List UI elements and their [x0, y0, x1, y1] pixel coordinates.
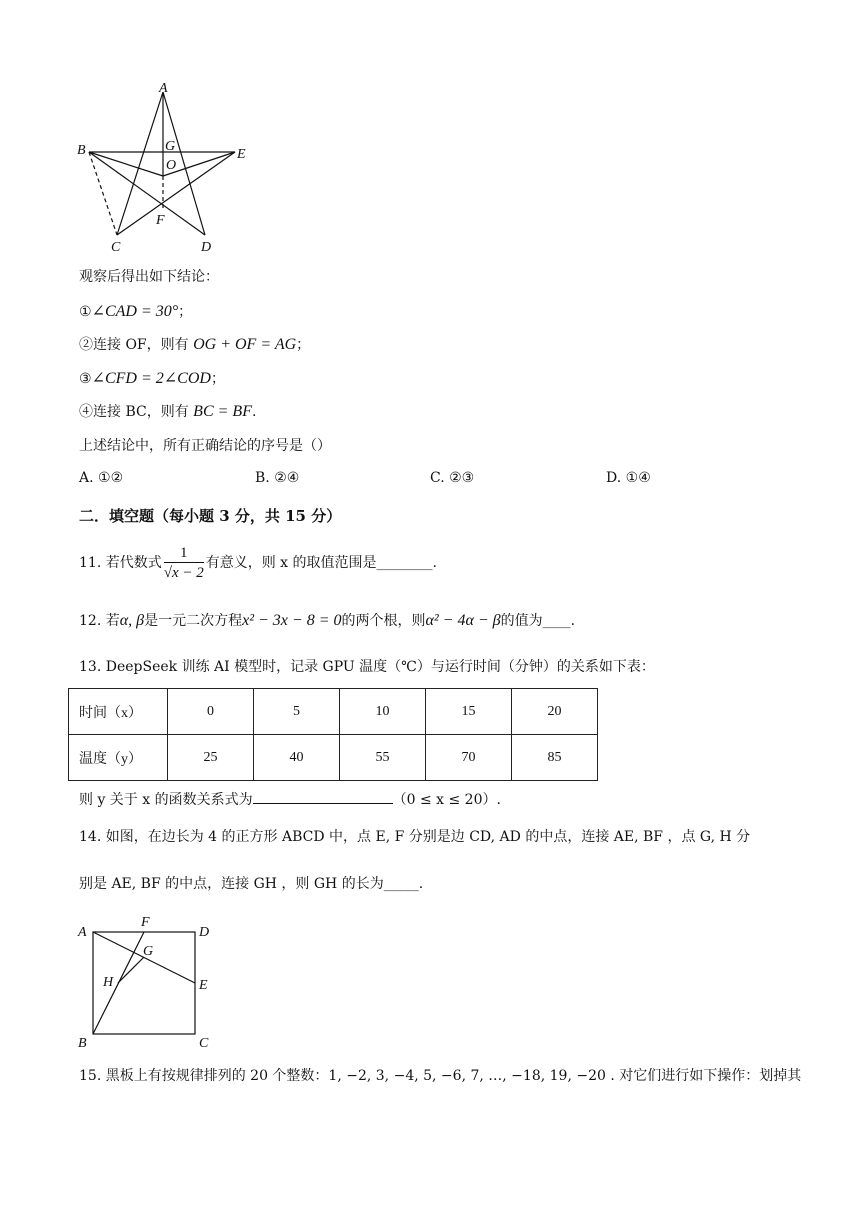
option-d[interactable]: D. ①④ — [606, 470, 651, 486]
edge-BD — [89, 152, 205, 235]
label-F: F — [141, 915, 150, 930]
label-G: G — [143, 944, 154, 959]
conclusion-marker: ① — [79, 304, 92, 320]
question-13-followup: 则 y 关于 x 的函数关系式为 （0 ≤ x ≤ 20）. — [79, 789, 501, 809]
label-D: D — [199, 925, 210, 940]
label-A: A — [78, 925, 87, 940]
temperature-table — [68, 688, 598, 781]
conclusion-marker: ③ — [79, 371, 92, 387]
dashed-BC — [89, 152, 117, 235]
question-prompt: 上述结论中，所有正确结论的序号是（） — [79, 438, 331, 454]
table-cell: 85 — [512, 735, 598, 781]
label-B: B — [78, 1036, 87, 1050]
table-cell: 5 — [254, 689, 340, 735]
conclusion-4: ④连接 BC，则有 BC = BF. — [79, 403, 257, 420]
conclusion-math: ∠CAD = 30° — [91, 303, 179, 320]
option-a[interactable]: A. ①② — [79, 470, 124, 486]
conclusion-3: ③∠CFD = 2∠COD； — [79, 370, 225, 387]
label-G: G — [165, 139, 176, 154]
section-title: 二．填空题（每小题 3 分，共 15 分） — [79, 507, 342, 525]
question-number: 12. — [79, 613, 102, 629]
option-b[interactable]: B. ②④ — [255, 470, 300, 486]
label-C: C — [199, 1036, 209, 1050]
table-cell: 20 — [512, 689, 598, 735]
answer-blank[interactable] — [253, 789, 393, 804]
segment-HG — [118, 957, 144, 983]
conclusion-marker: ② — [79, 337, 93, 353]
conclusion-math: OG + OF = AG — [193, 336, 297, 353]
question-14-line-1: 14. 如图，在边长为 4 的正方形 ABCD 中，点 E, F 分别是边 CD, AD 的中点，连接 AE, BF ，点 G, H 分 — [79, 829, 751, 845]
table-header-cell: 温度（y） — [69, 735, 168, 781]
question-number: 14. — [79, 829, 102, 845]
question-11: 11. 若代数式 $\frac{1}{√x - 2}$ 有意义，则 x 的取值范围是________. — [79, 544, 437, 581]
table-cell: 40 — [254, 735, 340, 781]
table-header-cell: 时间（x） — [69, 689, 168, 735]
question-12: 12. 若α, β是一元二次方程x² − 3x − 8 = 0的两个根，则α² − 4α − β的值为____. — [79, 612, 576, 629]
fraction: $\frac{1}{√x - 2}$ — [163, 544, 204, 581]
label-C: C — [111, 240, 121, 255]
question-number: 13. — [79, 659, 102, 675]
table-cell: 55 — [340, 735, 426, 781]
square-figure — [75, 912, 220, 1050]
conclusion-math: ∠CFD = 2∠COD — [91, 370, 211, 387]
table-row — [69, 689, 598, 735]
label-E: E — [237, 147, 246, 162]
conclusion-2: ②连接 OF，则有 OG + OF = AG； — [79, 336, 311, 353]
edge-BO — [89, 152, 163, 176]
conclusion-math: BC = BF — [193, 403, 252, 420]
conclusion-1: ①∠CAD = 30°； — [79, 303, 193, 320]
table-row — [69, 735, 598, 781]
table-cell: 15 — [426, 689, 512, 735]
question-15: 15. 黑板上有按规律排列的 20 个整数：1, −2, 3, −4, 5, −6, 7, …, −18, 19, −20 . 对它们进行如下操作：划掉其 — [79, 1068, 802, 1084]
star-figure — [75, 80, 255, 260]
question-number: 11. — [79, 555, 102, 571]
question-13: 13. DeepSeek 训练 AI 模型时，记录 GPU 温度（℃）与运行时间（分钟）的关系如下表： — [79, 659, 655, 675]
question-number: 15. — [79, 1068, 102, 1084]
label-B: B — [77, 143, 86, 158]
table-cell: 70 — [426, 735, 512, 781]
label-D: D — [201, 240, 212, 255]
observe-intro: 观察后得出如下结论： — [79, 269, 219, 285]
table-cell: 0 — [168, 689, 254, 735]
table-cell: 25 — [168, 735, 254, 781]
conclusion-marker: ④ — [79, 404, 93, 420]
label-H: H — [103, 975, 114, 990]
label-O: O — [166, 158, 177, 173]
option-c[interactable]: C. ②③ — [430, 470, 475, 486]
question-14-line-2: 别是 AE, BF 的中点，连接 GH ，则 GH 的长为_____. — [79, 876, 424, 892]
table-cell: 10 — [340, 689, 426, 735]
label-F: F — [156, 213, 165, 228]
label-E: E — [199, 978, 208, 993]
label-A: A — [159, 81, 168, 96]
